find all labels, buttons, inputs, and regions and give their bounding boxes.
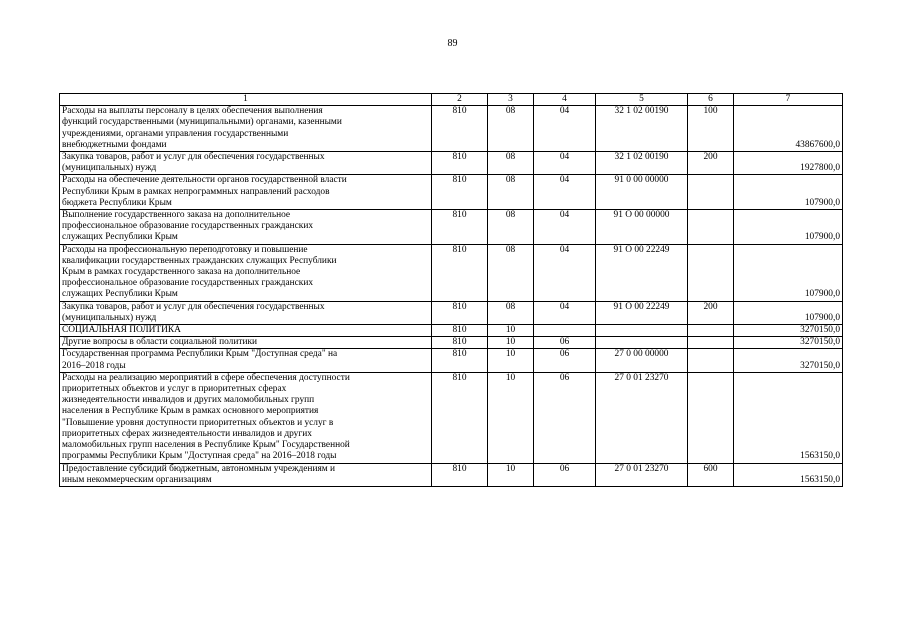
expense-type-cell: 200: [688, 301, 734, 324]
section-code-cell: 08: [488, 210, 534, 245]
subsection-code-cell: 06: [534, 372, 596, 463]
item-name-line: 2016–2018 годы: [62, 360, 126, 371]
item-name-line: "Повышение уровня доступности приоритетных объектов и услуг в: [62, 417, 334, 428]
item-name-cell: [60, 463, 432, 486]
item-name-line: функций государственными (муниципальными) органами, казенными: [62, 117, 342, 128]
subsection-code-cell: 06: [534, 463, 596, 486]
amount-cell: 1563150,0: [734, 463, 843, 486]
subsection-code-cell: 06: [534, 337, 596, 349]
item-name-line: профессиональное образование государственных гражданских: [62, 221, 314, 232]
item-name-line: учреждениями, органами управления государственными: [62, 128, 289, 139]
amount-cell: 107900,0: [734, 210, 843, 245]
table-row: [60, 349, 843, 372]
section-code-cell: 08: [488, 244, 534, 301]
section-code-cell: 08: [488, 106, 534, 152]
table-row: [60, 372, 843, 463]
table-row: [60, 463, 843, 486]
table-row: [60, 106, 843, 152]
expense-type-cell: [688, 244, 734, 301]
target-article-cell: 32 1 02 00190: [596, 106, 688, 152]
amount-cell: 43867600,0: [734, 106, 843, 152]
item-name-line: Закупка товаров, работ и услуг для обеспечения государственных: [62, 301, 325, 312]
item-name-line: профессиональное образование государственных гражданских: [62, 278, 314, 289]
ministry-code-cell: 810: [432, 106, 488, 152]
subsection-code-cell: 04: [534, 106, 596, 152]
amount-cell: 107900,0: [734, 175, 843, 210]
item-name-line: приоритетных сферах жизнедеятельности инвалидов и других: [62, 428, 312, 439]
item-name-cell: [60, 325, 432, 337]
item-name-line: Предоставление субсидий бюджетным, автономным учреждениям и: [62, 463, 336, 474]
item-name-line: СОЦИАЛЬНАЯ ПОЛИТИКА: [62, 325, 181, 336]
subsection-code-cell: 04: [534, 210, 596, 245]
item-name-line: бюджета Республики Крым: [62, 197, 172, 208]
header-cell: 4: [534, 94, 596, 106]
expense-type-cell: [688, 349, 734, 372]
expense-type-cell: 600: [688, 463, 734, 486]
target-article-cell: 91 0 00 00000: [596, 175, 688, 210]
section-code-cell: 08: [488, 175, 534, 210]
item-name-line: (муниципальных) нужд: [62, 163, 157, 174]
table-row: [60, 210, 843, 245]
header-cell: 5: [596, 94, 688, 106]
amount-cell: 1927800,0: [734, 152, 843, 175]
item-name-line: служащих Республики Крым: [62, 232, 178, 243]
item-name-cell: [60, 175, 432, 210]
item-name-line: жизнедеятельности инвалидов и других маломобильных групп: [62, 395, 315, 406]
table-row: [60, 325, 843, 337]
ministry-code-cell: 810: [432, 301, 488, 324]
item-name-line: иным некоммерческим организациям: [62, 474, 212, 485]
amount-cell: 3270150,0: [734, 325, 843, 337]
target-article-cell: 27 0 00 00000: [596, 349, 688, 372]
target-article-cell: [596, 325, 688, 337]
budget-table: [59, 93, 843, 487]
amount-cell: 3270150,0: [734, 337, 843, 349]
amount-cell: 3270150,0: [734, 349, 843, 372]
ministry-code-cell: 810: [432, 325, 488, 337]
table-body: [60, 94, 843, 487]
item-name-line: Другие вопросы в области социальной политики: [62, 337, 258, 348]
ministry-code-cell: 810: [432, 152, 488, 175]
section-code-cell: 10: [488, 325, 534, 337]
item-name-cell: [60, 372, 432, 463]
target-article-cell: 91 О 00 22249: [596, 244, 688, 301]
subsection-code-cell: 04: [534, 175, 596, 210]
item-name-cell: [60, 349, 432, 372]
item-name-cell: [60, 106, 432, 152]
item-name-line: программы Республики Крым "Доступная среда" на 2016–2018 годы: [62, 451, 337, 462]
header-cell: 3: [488, 94, 534, 106]
item-name-line: квалификации государственных гражданских служащих Республики: [62, 255, 337, 266]
item-name-line: Закупка товаров, работ и услуг для обеспечения государственных: [62, 152, 325, 163]
item-name-line: приоритетных объектов и услуг в приоритетных сферах: [62, 384, 287, 395]
target-article-cell: 32 1 02 00190: [596, 152, 688, 175]
item-name-line: Расходы на профессиональную переподготовку и повышение: [62, 244, 308, 255]
table-row: [60, 244, 843, 301]
ministry-code-cell: 810: [432, 337, 488, 349]
item-name-line: служащих Республики Крым: [62, 289, 178, 300]
item-name-line: Республики Крым в рамках непрограммных направлений расходов: [62, 186, 330, 197]
subsection-code-cell: 06: [534, 349, 596, 372]
section-code-cell: 10: [488, 463, 534, 486]
section-code-cell: 10: [488, 337, 534, 349]
expense-type-cell: [688, 175, 734, 210]
item-name-cell: [60, 152, 432, 175]
amount-cell: 107900,0: [734, 244, 843, 301]
expense-type-cell: [688, 372, 734, 463]
ministry-code-cell: 810: [432, 463, 488, 486]
header-cell: 1: [60, 94, 432, 106]
amount-cell: 107900,0: [734, 301, 843, 324]
section-code-cell: 10: [488, 349, 534, 372]
header-cell: 7: [734, 94, 843, 106]
amount-cell: 1563150,0: [734, 372, 843, 463]
section-code-cell: 08: [488, 152, 534, 175]
item-name-line: (муниципальных) нужд: [62, 312, 157, 323]
table-row: [60, 175, 843, 210]
target-article-cell: 91 О 00 00000: [596, 210, 688, 245]
expense-type-cell: 200: [688, 152, 734, 175]
expense-type-cell: [688, 325, 734, 337]
section-code-cell: 08: [488, 301, 534, 324]
item-name-line: маломобильных групп населения в Республике Крым" Государственной: [62, 440, 350, 451]
ministry-code-cell: 810: [432, 175, 488, 210]
table-row: [60, 301, 843, 324]
item-name-line: Расходы на выплаты персоналу в целях обеспечения выполнения: [62, 106, 323, 117]
item-name-line: Расходы на реализацию мероприятий в сфере обеспечения доступности: [62, 372, 350, 383]
item-name-cell: [60, 337, 432, 349]
expense-type-cell: 100: [688, 106, 734, 152]
item-name-line: Расходы на обеспечение деятельности органов государственной власти: [62, 175, 347, 186]
page-number: 89: [447, 38, 458, 49]
expense-type-cell: [688, 337, 734, 349]
subsection-code-cell: 04: [534, 301, 596, 324]
subsection-code-cell: [534, 325, 596, 337]
item-name-line: Государственная программа Республики Крым "Доступная среда" на: [62, 349, 338, 360]
subsection-code-cell: 04: [534, 152, 596, 175]
expense-type-cell: [688, 210, 734, 245]
item-name-cell: [60, 210, 432, 245]
subsection-code-cell: 04: [534, 244, 596, 301]
table-row: [60, 152, 843, 175]
table-header-row: [60, 94, 843, 106]
target-article-cell: 91 О 00 22249: [596, 301, 688, 324]
ministry-code-cell: 810: [432, 372, 488, 463]
ministry-code-cell: 810: [432, 349, 488, 372]
ministry-code-cell: 810: [432, 244, 488, 301]
target-article-cell: 27 0 01 23270: [596, 463, 688, 486]
item-name-line: Крым в рамках государственного заказа на дополнительное: [62, 267, 301, 278]
section-code-cell: 10: [488, 372, 534, 463]
item-name-cell: [60, 301, 432, 324]
header-cell: 2: [432, 94, 488, 106]
item-name-cell: [60, 244, 432, 301]
target-article-cell: [596, 337, 688, 349]
item-name-line: населения в Республике Крым в рамках основного мероприятия: [62, 406, 319, 417]
table-row: [60, 337, 843, 349]
target-article-cell: 27 0 01 23270: [596, 372, 688, 463]
ministry-code-cell: 810: [432, 210, 488, 245]
item-name-line: внебюджетными фондами: [62, 139, 167, 150]
header-cell: 6: [688, 94, 734, 106]
item-name-line: Выполнение государственного заказа на дополнительное: [62, 210, 291, 221]
